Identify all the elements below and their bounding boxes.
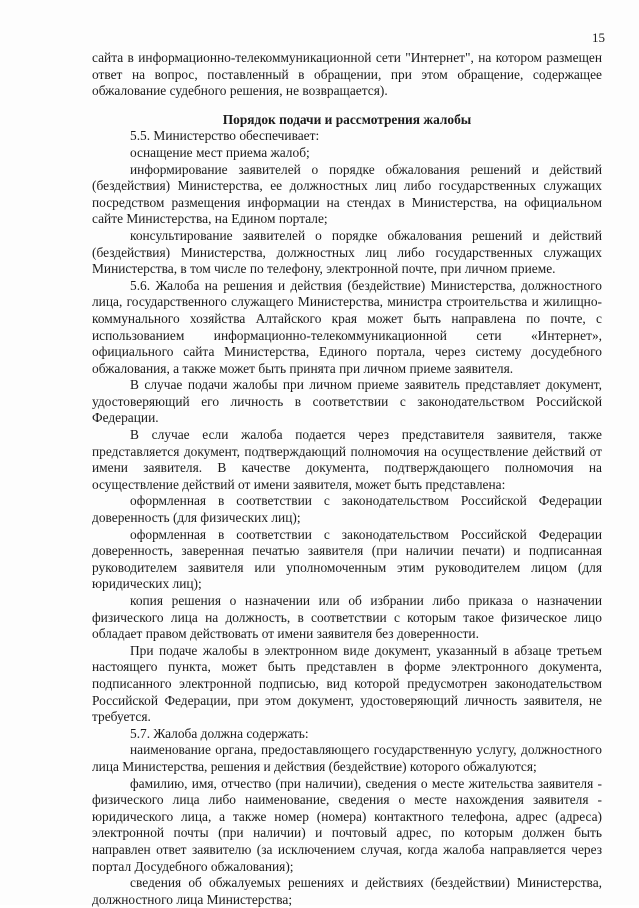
paragraph: консультирование заявителей о порядке обжалования решений и действий (бездействия) Министерства, должностных лиц либо государственных служащих Министерства, в том числе по телефону, электронной почте, при личном приеме. — [92, 227, 602, 277]
page-number: 15 — [592, 30, 605, 45]
paragraph: наименование органа, предоставляющего государственную услугу, должностного лица Министерства, решения и действия (бездействие) которого обжалуются; — [92, 742, 602, 774]
paragraph: 5.5. Министерство обеспечивает: — [130, 128, 320, 144]
paragraph: В случае подачи жалобы при личном приеме заявитель представляет документ, удостоверяющий его личность в соответствии с законодательством Российской Федерации. — [92, 377, 602, 426]
paragraph: информирование заявителей о порядке обжалования решений и действий (бездействия) Министерства, ее должностных лиц либо государственных служащих посредством размещения информации на стендах в Министерства, на официальном сайте Министерства, на Едином портале; — [92, 161, 602, 227]
paragraph: фамилию, имя, отчество (при наличии), сведения о месте жительства заявителя - физического лица либо наименование, сведения о месте нахождения заявителя - юридического лица, а также номер (номера) контактного телефона, адрес (адреса) электронной почты (при наличии) и почтовый адрес, по которым должен быть направлен ответ заявителю (за исключением случая, когда жалоба направляется через портал Досудебного обжалования); — [92, 775, 602, 874]
paragraph: оформленная в соответствии с законодательством Российской Федерации доверенность, заверенная печатью заявителя (при наличии печати) и подписанная руководителем заявителя или уполномоченным этим руководителем лицом (для юридических лиц); — [92, 526, 602, 592]
paragraph: 5.7. Жалоба должна содержать: — [130, 725, 309, 741]
paragraph: копия решения о назначении или об избрании либо приказа о назначении физического лица на должность, в соответствии с которым такое физическое лицо обладает правом действовать от имени заявителя без доверенности. — [92, 593, 602, 642]
paragraph: В случае если жалоба подается через представителя заявителя, также представляется документ, подтверждающий полномочия на осуществление действий от имени заявителя. В качестве документа, подтверждающего полномочия на осуществление действий от имени заявителя, может быть представлена: — [92, 427, 602, 492]
paragraph: 5.6. Жалоба на решения и действия (бездействие) Министерства, должностного лица, государственного служащего Министерства, министра строительства и жилищно-коммунального хозяйства Алтайского края может быть направлена по почте, с использованием информационно-телекоммуникационной сети «Интернет», официального сайта Министерства, Единого портала, через систему досудебного обжалования, а также может быть принята при личном приеме заявителя. — [92, 277, 602, 376]
section-heading: Порядок подачи и рассмотрения жалобы — [222, 111, 472, 127]
paragraph: оснащение мест приема жалоб; — [130, 144, 310, 160]
paragraph: оформленная в соответствии с законодательством Российской Федерации доверенность (для физических лиц); — [92, 493, 602, 526]
document-body — [92, 50, 602, 908]
paragraph: сведения об обжалуемых решениях и действиях (бездействии) Министерства, должностного лица Министерства; — [92, 875, 602, 907]
paragraph: При подаче жалобы в электронном виде документ, указанный в абзаце третьем настоящего пункта, может быть представлен в форме электронного документа, подписанного электронной подписью, вид которой предусмотрен законодательством Российской Федерации, при этом документ, удостоверяющий личность заявителя, не требуется. — [92, 642, 602, 725]
paragraph: сайта в информационно-телекоммуникационной сети "Интернет", на котором размещен ответ на вопрос, поставленный в обращении, при этом обращение, содержащее обжалование судебного решения, не возвращается). — [92, 50, 602, 99]
